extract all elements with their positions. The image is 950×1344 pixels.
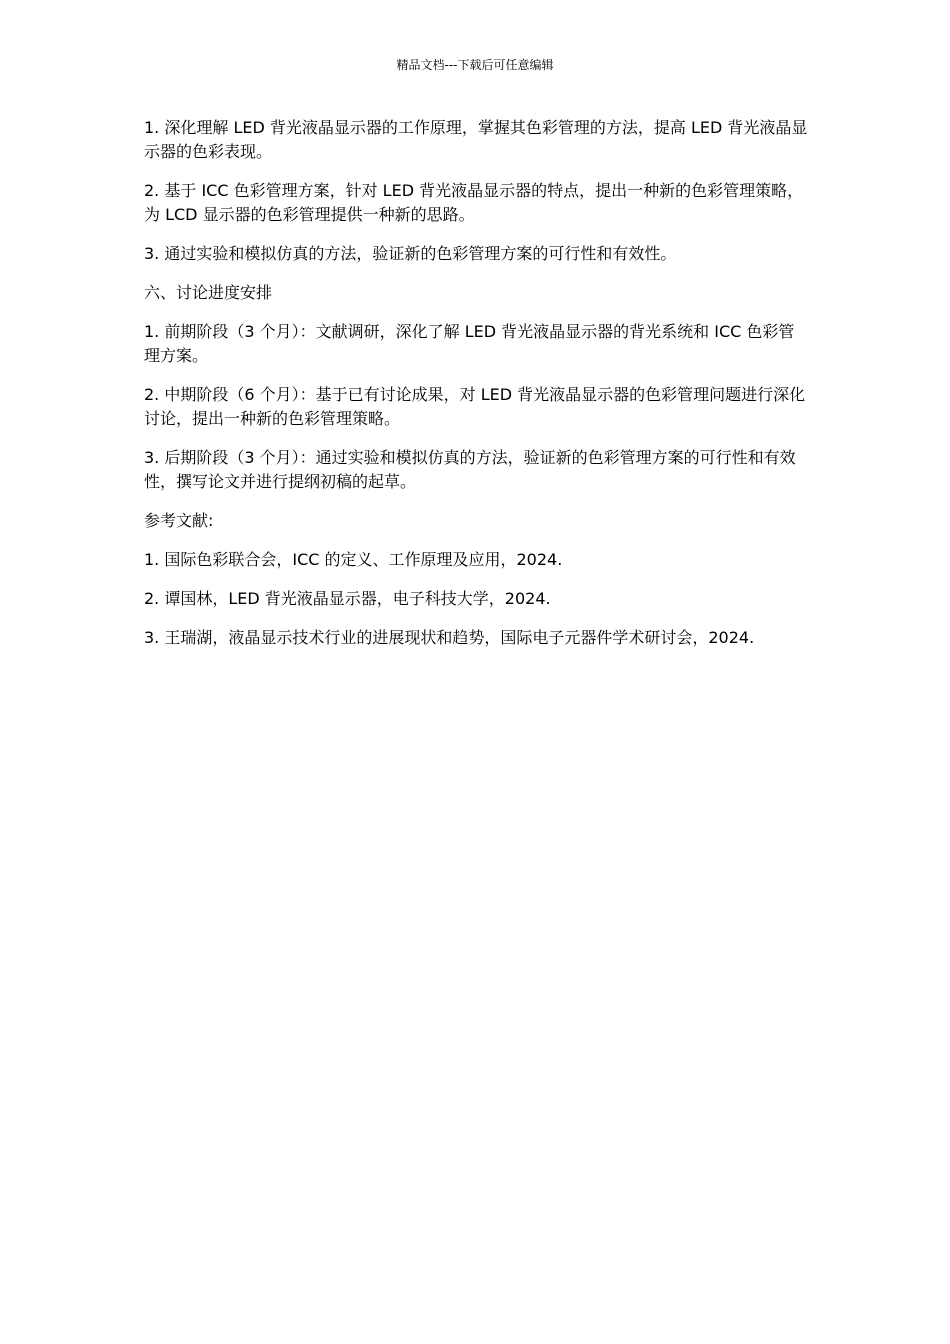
section-heading-schedule: 六、讨论进度安排 (144, 283, 273, 302)
objective-1: 1. 深化理解 LED 背光液晶显示器的工作原理，掌握其色彩管理的方法，提高 LED 背光液晶显示器的色彩表现。 (144, 118, 808, 161)
reference-2: 2. 谭国林，LED 背光液晶显示器，电子科技大学，2024. (144, 589, 551, 608)
schedule-stage-2: 2. 中期阶段（6 个月）：基于已有讨论成果，对 LED 背光液晶显示器的色彩管理问题进行深化讨论，提出一种新的色彩管理策略。 (144, 385, 806, 428)
objective-3: 3. 通过实验和模拟仿真的方法，验证新的色彩管理方案的可行性和有效性。 (144, 244, 677, 263)
document-body (144, 116, 810, 665)
schedule-stage-3: 3. 后期阶段（3 个月）：通过实验和模拟仿真的方法，验证新的色彩管理方案的可行性和有效性，撰写论文并进行提纲初稿的起草。 (144, 448, 796, 491)
reference-3: 3. 王瑞湖，液晶显示技术行业的进展现状和趋势，国际电子元器件学术研讨会，2024. (144, 628, 755, 647)
reference-1: 1. 国际色彩联合会，ICC 的定义、工作原理及应用，2024. (144, 550, 563, 569)
page-header: 精品文档---下载后可任意编辑 (396, 58, 554, 72)
objective-2: 2. 基于 ICC 色彩管理方案，针对 LED 背光液晶显示器的特点，提出一种新的色彩管理策略，为 LCD 显示器的色彩管理提供一种新的思路。 (144, 181, 804, 224)
schedule-stage-1: 1. 前期阶段（3 个月）：文献调研，深化了解 LED 背光液晶显示器的背光系统和 ICC 色彩管理方案。 (144, 322, 795, 365)
references-heading: 参考文献: (144, 511, 214, 530)
